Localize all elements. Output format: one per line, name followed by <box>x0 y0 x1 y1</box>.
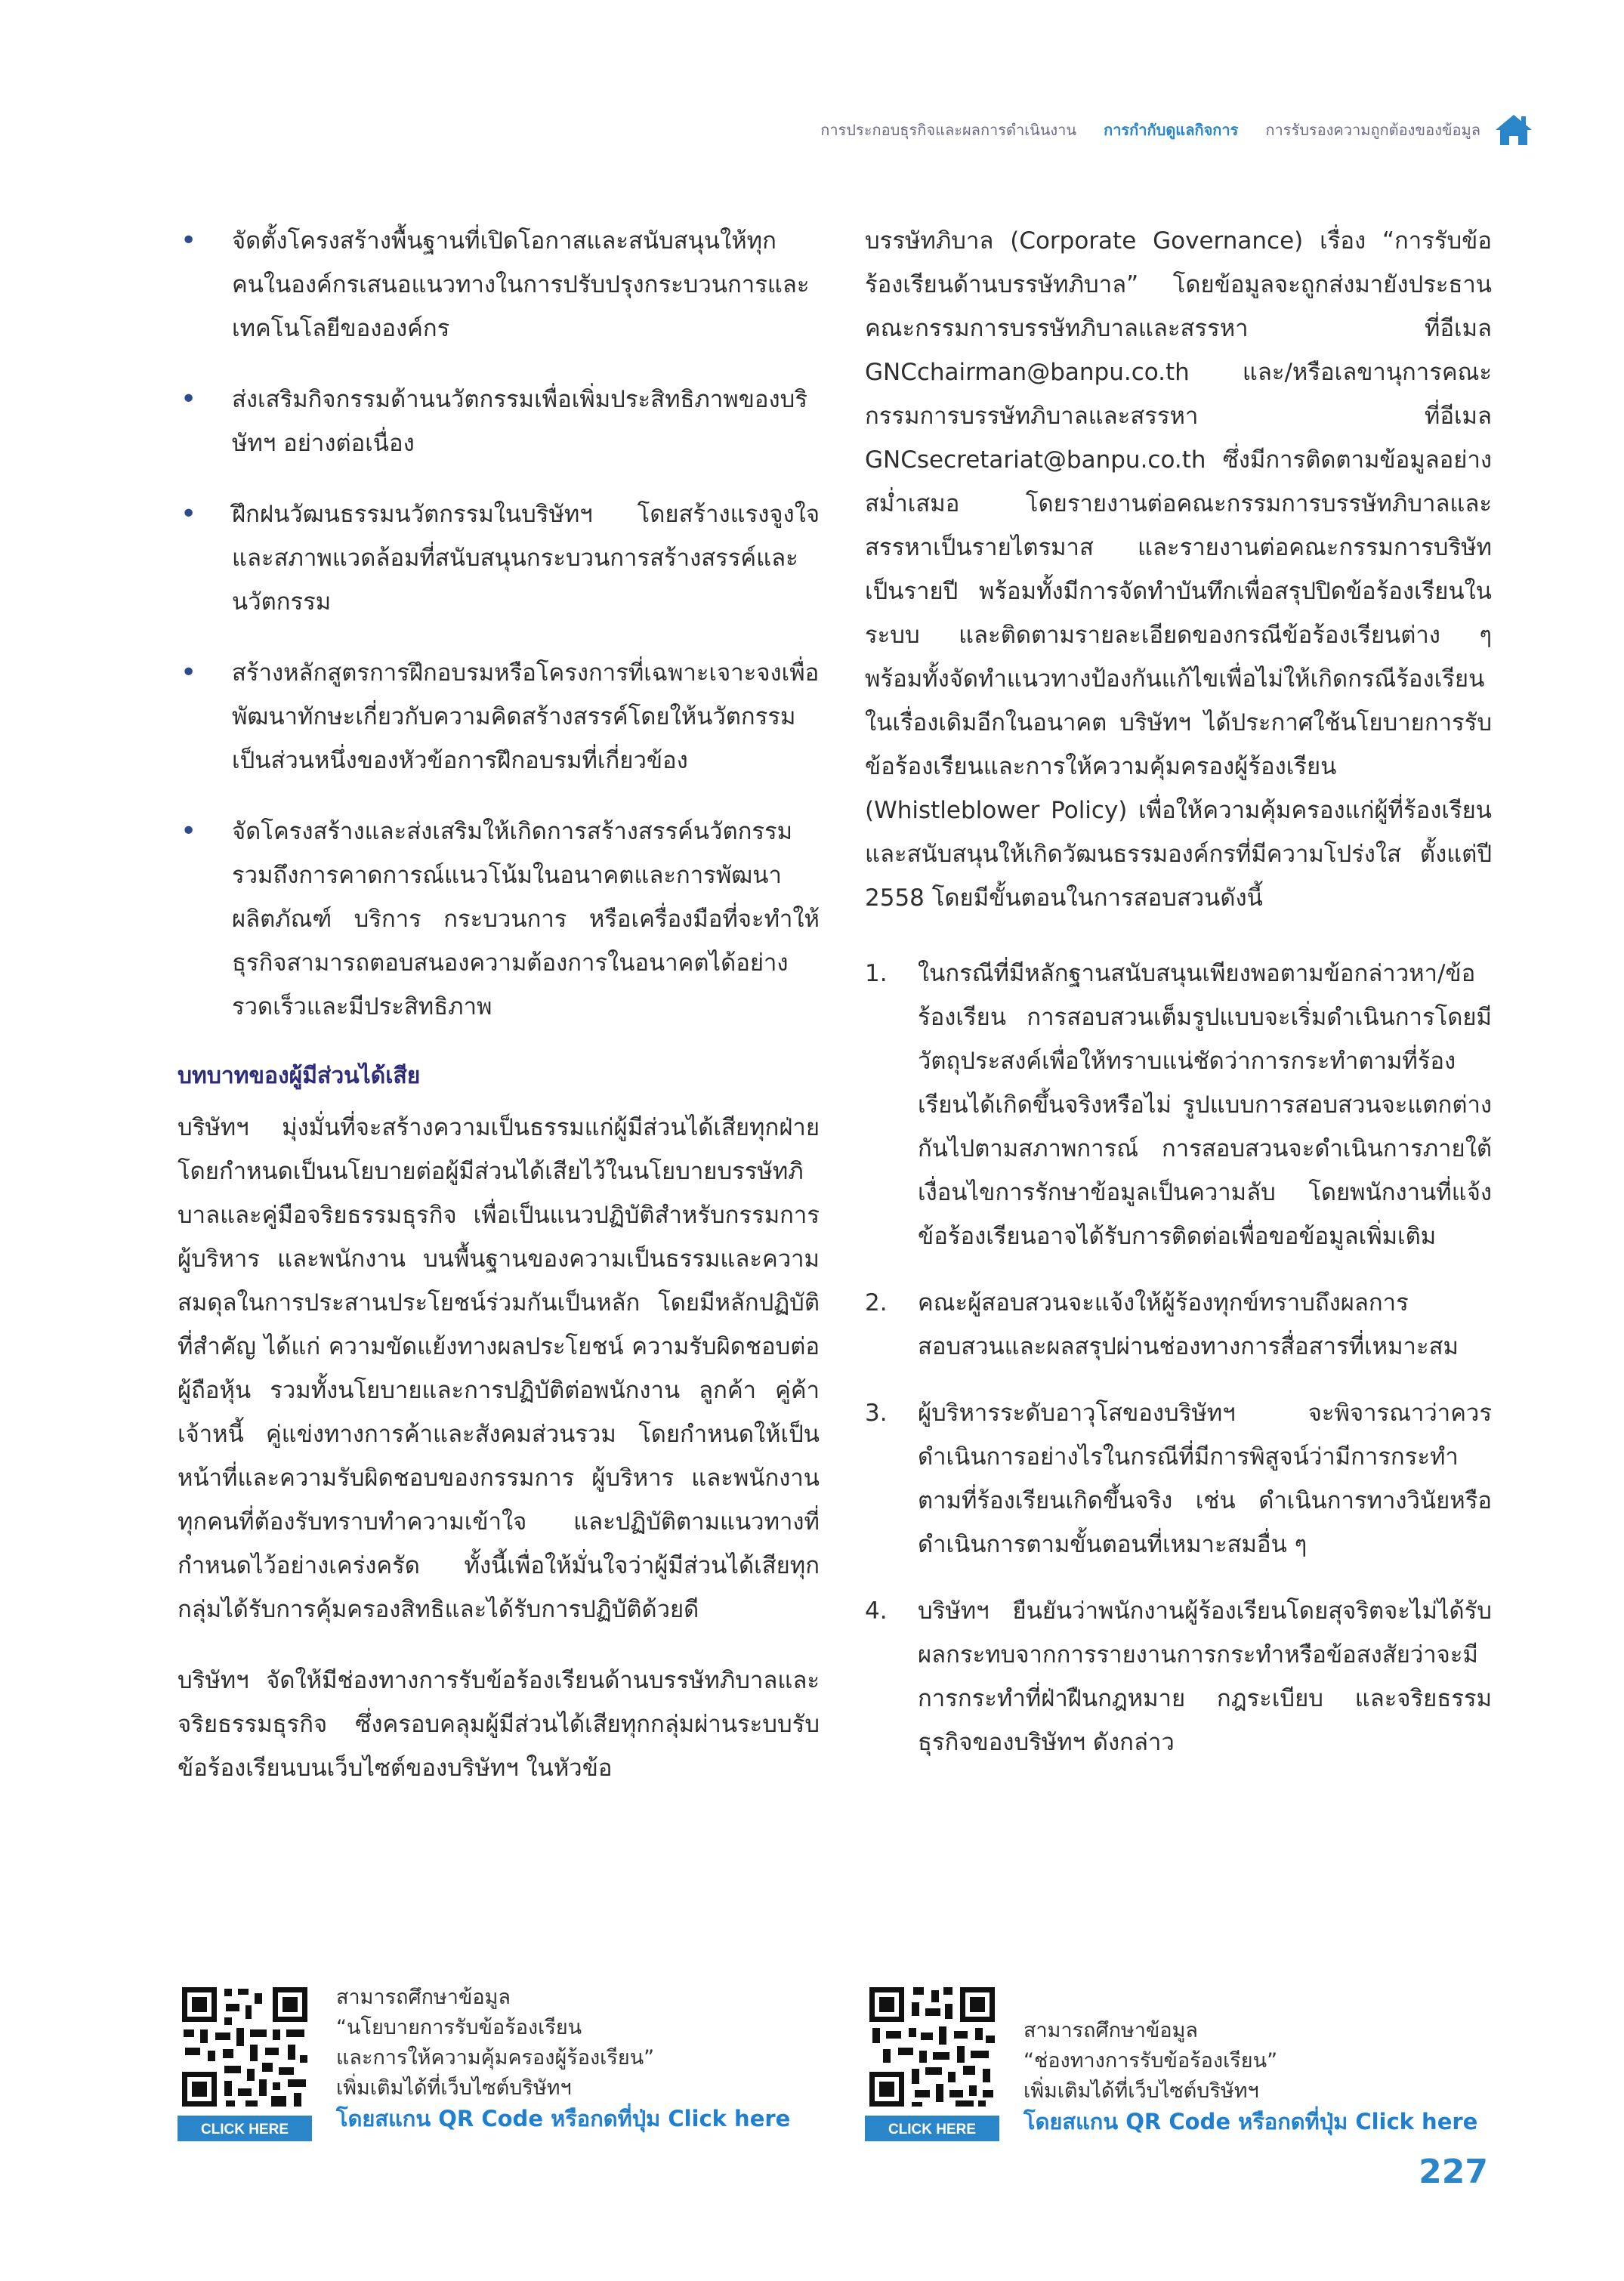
qr-caption-line: “ช่องทางการรับข้อร้องเรียน” <box>1023 2049 1278 2073</box>
qr-caption-line: เพิ่มเติมได้ที่เว็บไซต์บริษัทฯ <box>336 2076 572 2100</box>
page-number: 227 <box>1419 2153 1488 2191</box>
bullet-icon: • <box>181 225 197 256</box>
qr-caption-line: เพิ่มเติมได้ที่เว็บไซต์บริษัทฯ <box>1023 2079 1259 2103</box>
bullet-icon: • <box>181 657 197 688</box>
bullet-item: • ส่งเสริมกิจกรรมด้านนวัตกรรมเพื่อเพิ่มประสิทธิภาพของบริษัทฯ อย่างต่อเนื่อง <box>178 378 820 465</box>
qr-caption-line: สามารถศึกษาข้อมูล <box>1023 2019 1198 2042</box>
home-icon[interactable] <box>1493 112 1535 148</box>
nav-item-certification[interactable]: การรับรองความถูกต้องของข้อมูล <box>1265 121 1480 139</box>
qr-caption-line: “นโยบายการรับข้อร้องเรียน <box>336 2016 582 2039</box>
nav-item-governance[interactable]: การกำกับดูแลกิจการ <box>1104 121 1239 139</box>
left-column <box>178 219 820 1790</box>
step-number: 2. <box>865 1289 888 1316</box>
section-title-stakeholders: บทบาทของผู้มีส่วนได้เสีย <box>178 1063 421 1089</box>
qr-code-whistleblower-policy[interactable] <box>178 1983 312 2141</box>
complaint-channel-paragraph: บริษัทฯ จัดให้มีช่องทางการรับข้อร้องเรียนด้านบรรษัทภิบาลและจริยธรรมธุรกิจ ซึ่งครอบคลุมผู้มีส่วนได้เสียทุกกลุ่มผ่านระบบรับข้อร้องเรียนบนเว็บไซต์ของบริษัทฯ ในหัวข้อ <box>178 1667 820 1782</box>
step-item: 2. คณะผู้สอบสวนจะแจ้งให้ผู้ร้องทุกข์ทราบถึงผลการสอบสวนและผลสรุปผ่านช่องทางการสื่อสารที่เหมาะสม <box>865 1281 1492 1369</box>
bullet-item: • สร้างหลักสูตรการฝึกอบรมหรือโครงการที่เฉพาะเจาะจงเพื่อพัฒนาทักษะเกี่ยวกับความคิดสร้างสรรค์โดยให้นวัตกรรมเป็นส่วนหนึ่งของหัวข้อการฝึกอบรมที่เกี่ยวข้อง <box>178 651 820 782</box>
bullet-icon: • <box>181 498 197 529</box>
qr-block-complaint-channel <box>865 1983 1492 2149</box>
click-here-button[interactable]: CLICK HERE <box>888 2122 977 2137</box>
qr-click-here-link[interactable]: โดยสแกน QR Code หรือกดที่ปุ่ม Click here <box>336 2106 791 2131</box>
step-item: 1. ในกรณีที่มีหลักฐานสนับสนุนเพียงพอตามข้อกล่าวหา/ข้อร้องเรียน การสอบสวนเต็มรูปแบบจะเริ่มดำเนินการโดยมีวัตถุประสงค์เพื่อให้ทราบแน่ชัดว่าการกระทำตามที่ร้องเรียนได้เกิดขึ้นจริงหรือไม่ รูปแบบการสอบสวนจะแตกต่างกันไปตามสภาพการณ์ การสอบสวนจะดำเนินการภายใต้เงื่อนไขการรักษาข้อมูลเป็นความลับ โดยพนักงานที่แจ้งข้อร้องเรียนอาจได้รับการติดต่อเพื่อขอข้อมูลเพิ่มเติม <box>865 952 1492 1258</box>
qr-caption-line: และการให้ความคุ้มครองผู้ร้องเรียน” <box>336 2046 655 2070</box>
bullet-icon: • <box>181 816 197 847</box>
step-item: 3. ผู้บริหารระดับอาวุโสของบริษัทฯ จะพิจารณาว่าควรดำเนินการอย่างไรในกรณีที่มีการพิสูจน์ว่ามีการกระทำตามที่ร้องเรียนเกิดขึ้นจริง เช่น ดำเนินการทางวินัยหรือดำเนินการตามขั้นตอนที่เหมาะสมอื่น ๆ <box>865 1391 1492 1566</box>
innovation-bullet-list <box>178 219 820 1029</box>
qr-caption <box>1023 2016 1477 2137</box>
step-number: 3. <box>865 1400 888 1427</box>
bullet-item: • จัดตั้งโครงสร้างพื้นฐานที่เปิดโอกาสและสนับสนุนให้ทุกคนในองค์กรเสนอแนวทางในการปรับปรุงกระบวนการและเทคโนโลยีขององค์กร <box>178 219 820 350</box>
bullet-icon: • <box>181 384 197 415</box>
qr-block-whistleblower-policy <box>178 1983 820 2149</box>
bullet-item: • จัดโครงสร้างและส่งเสริมให้เกิดการสร้างสรรค์นวัตกรรม รวมถึงการคาดการณ์แนวโน้มในอนาคตและการพัฒนาผลิตภัณฑ์ บริการ กระบวนการ หรือเครื่องมือที่จะทำให้ธุรกิจสามารถตอบสนองความต้องการในอนาคตได้อย่างรวดเร็วและมีประสิทธิภาพ <box>178 810 820 1029</box>
qr-click-here-link[interactable]: โดยสแกน QR Code หรือกดที่ปุ่ม Click here <box>1023 2109 1478 2134</box>
header-nav <box>793 113 1480 147</box>
qr-caption-line: สามารถศึกษาข้อมูล <box>336 1986 511 2009</box>
qr-caption <box>336 1983 790 2134</box>
stakeholder-paragraph: บริษัทฯ มุ่งมั่นที่จะสร้างความเป็นธรรมแก่ผู้มีส่วนได้เสียทุกฝ่ายโดยกำหนดเป็นนโยบายต่อผู้มีส่วนได้เสียไว้ในนโยบายบรรษัทภิบาลและคู่มือจริยธรรมธุรกิจ เพื่อเป็นแนวปฏิบัติสำหรับกรรมการ ผู้บริหาร และพนักงาน บนพื้นฐานของความเป็นธรรมและความสมดุลในการประสานประโยชน์ร่วมกันเป็นหลัก โดยมีหลักปฏิบัติที่สำคัญ ได้แก่ ความขัดแย้งทางผลประโยชน์ ความรับผิดชอบต่อผู้ถือหุ้น รวมทั้งนโยบายและการปฏิบัติต่อพนักงาน ลูกค้า คู่ค้า เจ้าหนี้ คู่แข่งทางการค้าและสังคมส่วนรวม โดยกำหนดให้เป็นหน้าที่และความรับผิดชอบของกรรมการ ผู้บริหาร และพนักงานทุกคนที่ต้องรับทราบทำความเข้าใจ และปฏิบัติตามแนวทางที่กำหนดไว้อย่างเคร่งครัด ทั้งนี้เพื่อให้มั่นใจว่าผู้มีส่วนได้เสียทุกกลุ่มได้รับการคุ้มครองสิทธิและได้รับการปฏิบัติด้วยดี <box>178 1114 820 1623</box>
investigation-steps-list <box>865 952 1492 1764</box>
right-column <box>865 219 1492 1787</box>
click-here-button[interactable]: CLICK HERE <box>200 2122 289 2137</box>
step-item: 4. บริษัทฯ ยืนยันว่าพนักงานผู้ร้องเรียนโดยสุจริตจะไม่ได้รับผลกระทบจากการรายงานการกระทำหรือข้อสงสัยว่าจะมีการกระทำที่ฝ่าฝืนกฎหมาย กฎระเบียบ และจริยธรรมธุรกิจของบริษัทฯ ดังกล่าว <box>865 1589 1492 1764</box>
qr-code-complaint-channel[interactable] <box>865 1983 999 2141</box>
step-number: 1. <box>865 960 888 987</box>
nav-item-business[interactable]: การประกอบธุรกิจและผลการดำเนินงาน <box>820 121 1077 139</box>
step-number: 4. <box>865 1597 888 1625</box>
bullet-item: • ฝึกฝนวัฒนธรรมนวัตกรรมในบริษัทฯ โดยสร้างแรงจูงใจและสภาพแวดล้อมที่สนับสนุนกระบวนการสร้างสรรค์และนวัตกรรม <box>178 492 820 624</box>
whistleblower-paragraph: บรรษัทภิบาล (Corporate Governance) เรื่อง “การรับข้อร้องเรียนด้านบรรษัทภิบาล” โดยข้อมูลจะถูกส่งมายังประธานคณะกรรมการบรรษัทภิบาลและสรรหา ที่อีเมล GNCchairman@banpu.co.th และ/หรือเลขานุการคณะกรรมการบรรษัทภิบาลและสรรหา ที่อีเมล GNCsecretariat@banpu.co.th ซึ่งมีการติดตามข้อมูลอย่างสม่ำเสมอ โดยรายงานต่อคณะกรรมการบรรษัทภิบาลและสรรหาเป็นรายไตรมาส และรายงานต่อคณะกรรมการบริษัทเป็นรายปี พร้อมทั้งมีการจัดทำบันทึกเพื่อสรุปปิดข้อร้องเรียนในระบบ และติดตามรายละเอียดของกรณีข้อร้องเรียนต่าง ๆ พร้อมทั้งจัดทำแนวทางป้องกันแก้ไขเพื่อไม่ให้เกิดกรณีร้องเรียนในเรื่องเดิมอีกในอนาคต บริษัทฯ ได้ประกาศใช้นโยบายการรับข้อร้องเรียนและการให้ความคุ้มครองผู้ร้องเรียน (Whistleblower Policy) เพื่อให้ความคุ้มครองแก่ผู้ที่ร้องเรียนและสนับสนุนให้เกิดวัฒนธรรมองค์กรที่มีความโปร่งใส ตั้งแต่ปี 2558 โดยมีขั้นตอนในการสอบสวนดังนี้ <box>865 227 1492 912</box>
